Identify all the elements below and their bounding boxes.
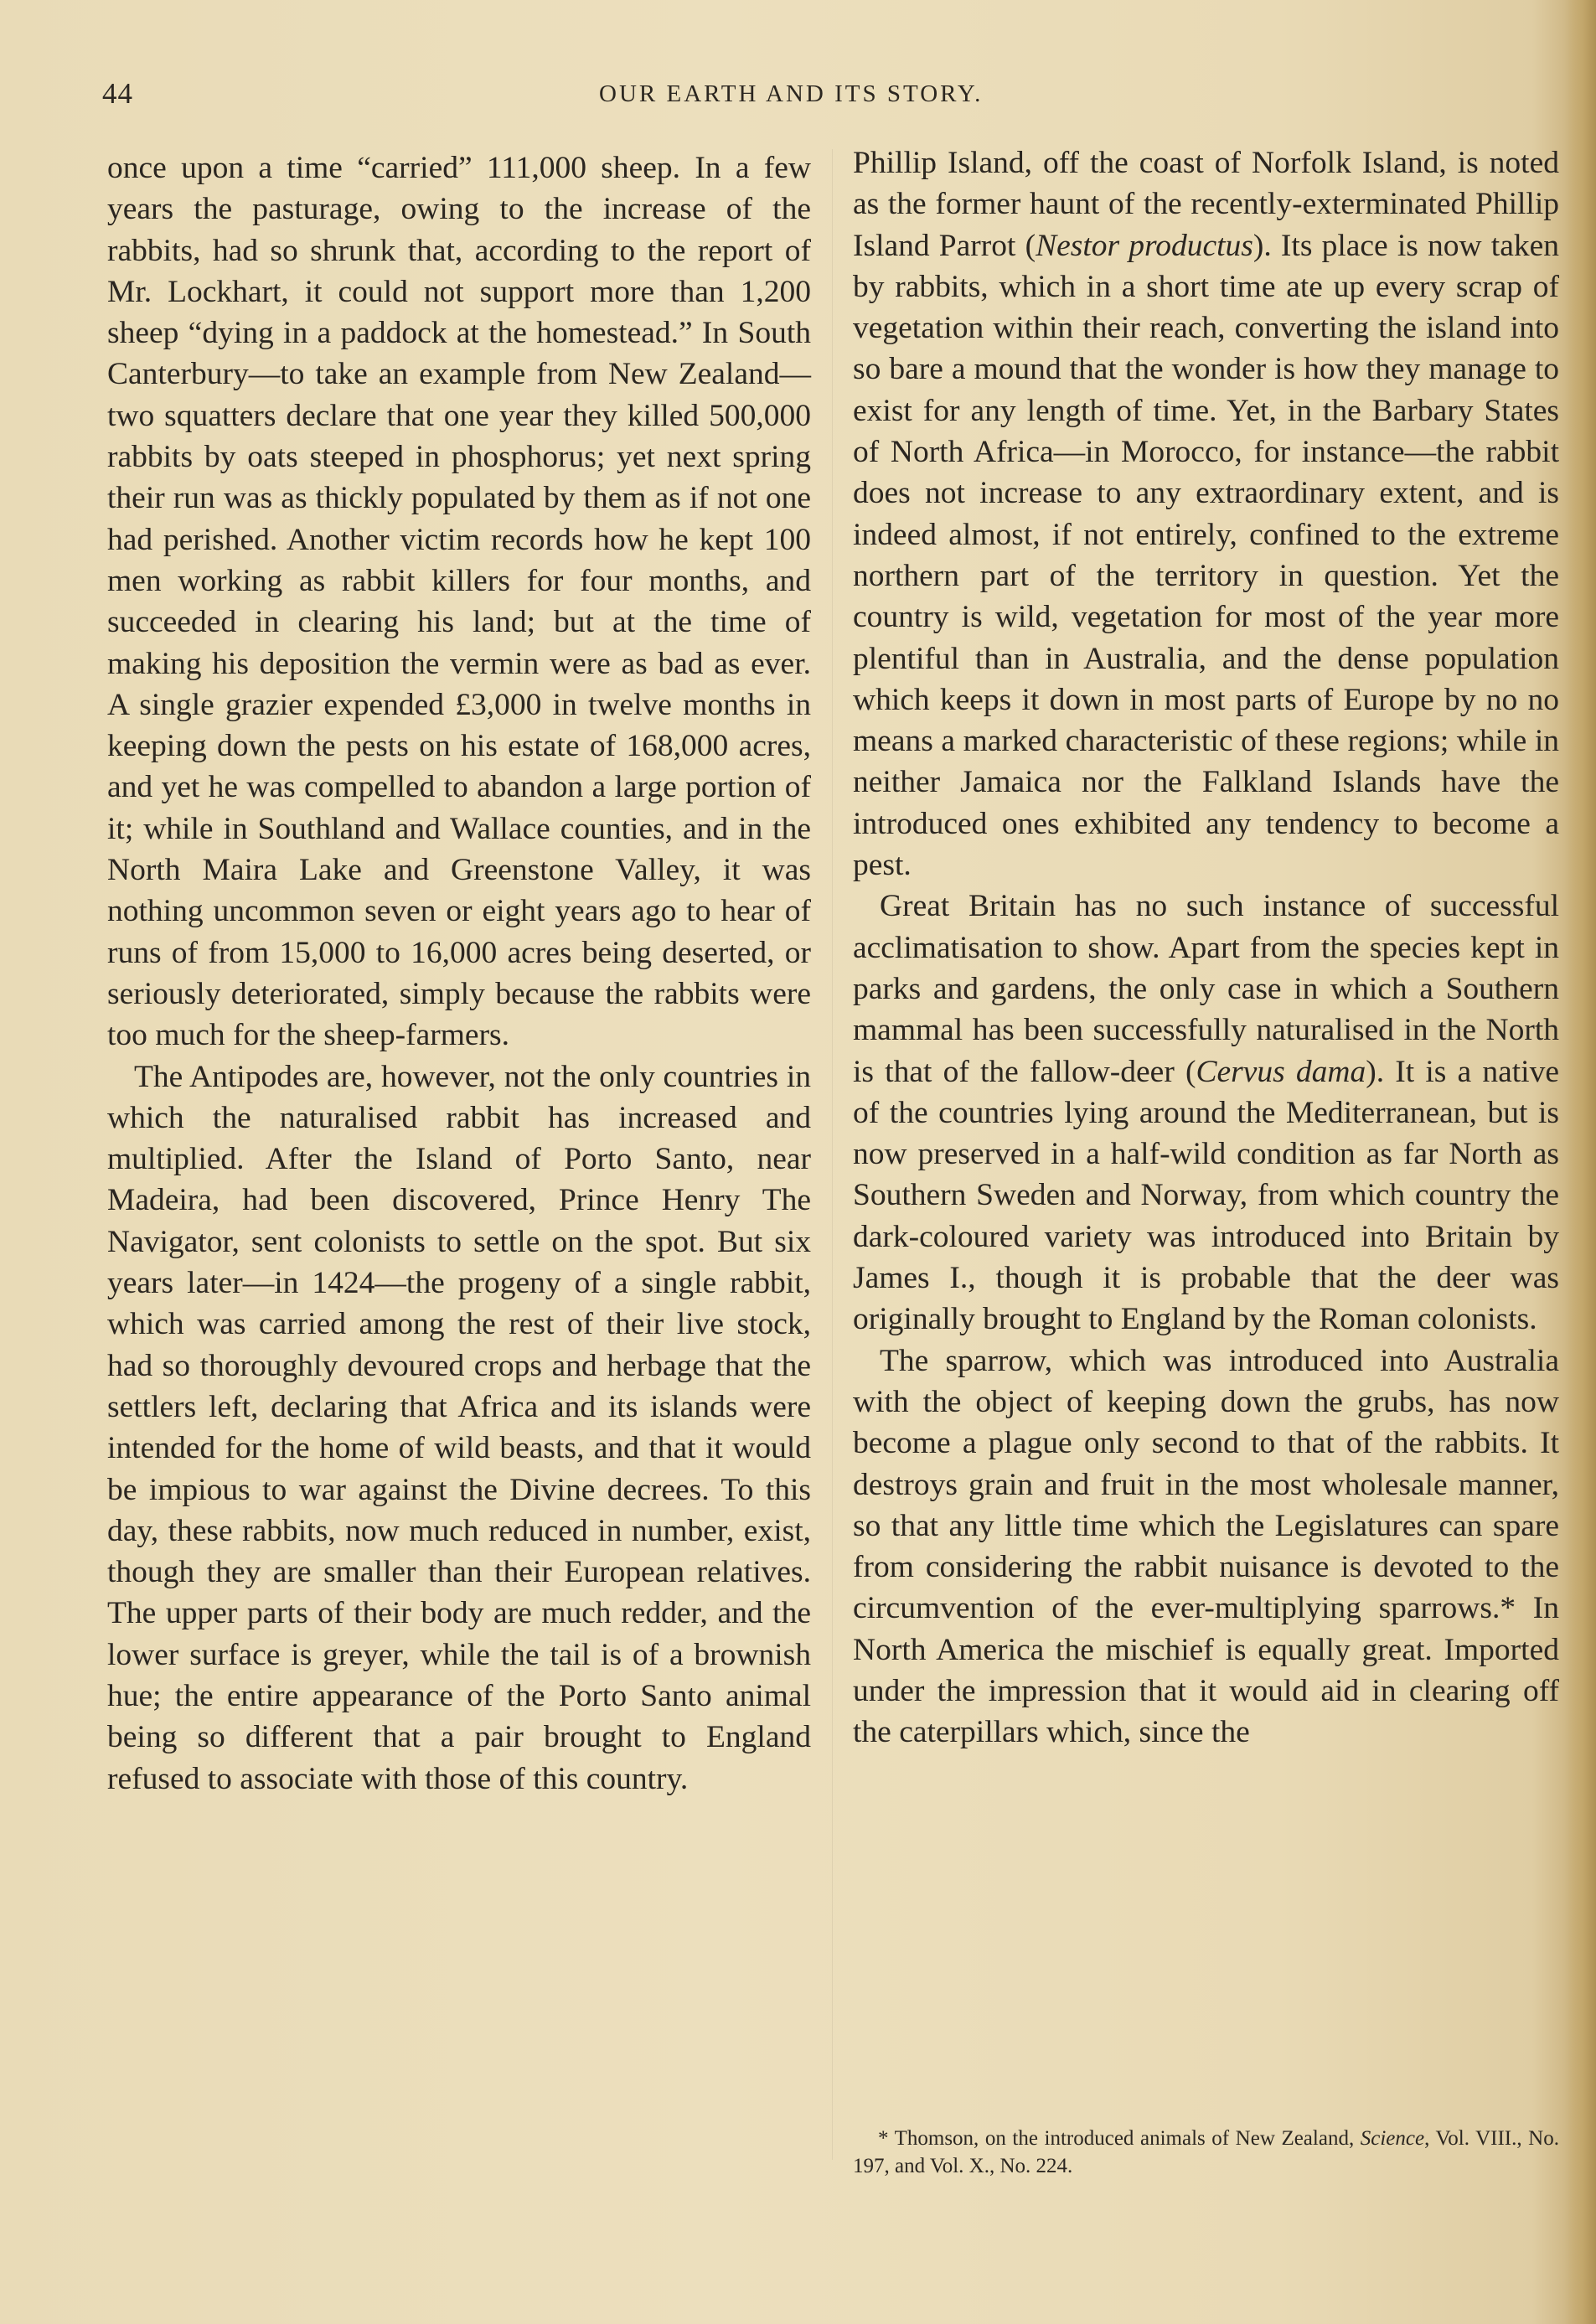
right-paragraph-1 — [853, 142, 1559, 886]
right-p2-text-a: Great Britain has no such instance of successful acclimatisation to show. Apart from the species kept in parks and gardens, the only case in which a Southern mammal has been successfully naturalised in the North is that of the fallow-deer ( — [853, 889, 1559, 1089]
left-column — [107, 147, 811, 1800]
right-paragraph-2 — [853, 886, 1559, 1340]
footnote-text-b: , Vol. VIII., No. 197, and Vol. X., No. 224. — [853, 2127, 1559, 2177]
species-name-nestor: Nestor productus — [1036, 228, 1253, 263]
footnote-text-a: * Thomson, on the introduced animals of New Zealand, — [878, 2127, 1361, 2150]
footnote-journal: Science — [1360, 2127, 1425, 2150]
right-p1-text-a: Phillip Island, off the coast of Norfolk Island, is noted as the former haunt of the recently-exterminated Phillip Island Parrot ( — [853, 146, 1559, 263]
right-paragraph-3: The sparrow, which was introduced into Australia with the object of keeping down the grubs, has now become a plague only second to that of the rabbits. It destroys grain and fruit in the most wholesale manner, so that any little time which the Legislatures can spare from considering the rabbit nuisance is devoted to the circumvention of the ever-multiplying sparrows.* In North America the mischief is equally great. Imported under the impression that it would aid in clearing off the caterpillars which, since the — [853, 1343, 1559, 1750]
species-name-cervus: Cervus dama — [1196, 1054, 1366, 1089]
right-p1-text-b: ). Its place is now taken by rabbits, which in a short time ate up every scrap of vegetation within their reach, converting the island into so bare a mound that the wonder is how they manage to exist for any length of time. Yet, in the Barbary States of North Africa—in Morocco, for instance—the rabbit does not increase to any extraordinary extent, and is indeed almost, if not entirely, confined to the extreme northern part of the territory in question. Yet the country is wild, vegetation for most of the year more plentiful than in Australia, and the dense population which keeps it down in most parts of Europe by no no means a marked characteristic of these regions; while in neither Jamaica nor the Falkland Islands have the introduced ones exhibited any tendency to become a pest. — [853, 228, 1560, 883]
left-paragraph-1: once upon a time “carried” 111,000 sheep. In a few years the pasturage, owing to the increase of the rabbits, had so shrunk that, according to the report of Mr. Lockhart, it could not support more than 1,200 sheep “dying in a paddock at the homestead.” In South Canterbury—to take an example from New Zealand—two squatters declare that one year they killed 500,000 rabbits by oats steeped in phosphorus; yet next spring their run was as thickly populated by them as if not one had perished. Another victim records how he kept 100 men working as rabbit killers for four months, and succeeded in clearing his land; but at the time of making his deposition the vermin were as bad as ever. A single grazier expended £3,000 in twelve months in keeping down the pests on his estate of 168,000 acres, and yet he was compelled to abandon a large portion of it; while in Southland and Wallace counties, and in the North Maira Lake and Greenstone Valley, it was nothing uncommon seven or eight years ago to hear of runs of from 15,000 to 16,000 acres being deserted, or seriously deteriorated, simply because the rabbits were too much for the sheep-farmers. — [107, 151, 811, 1053]
left-paragraph-2: The Antipodes are, however, not the only countries in which the naturalised rabbit has increased and multiplied. After the Island of Porto Santo, near Madeira, had been discovered, Prince Henry The Navigator, sent colonists to settle on the spot. But six years later—in 1424—the progeny of a single rabbit, which was carried among the rest of their live stock, had so thoroughly devoured crops and herbage that the settlers left, declaring that Africa and its islands were intended for the home of wild beasts, and that it would be impious to war against the Divine decrees. To this day, these rabbits, now much reduced in number, exist, though they are smaller than their European relatives. The upper parts of their body are much redder, and the lower surface is greyer, while the tail is of a brownish hue; the entire appearance of the Porto Santo animal being so different that a pair brought to England refused to associate with those of this country. — [107, 1059, 811, 1796]
running-title: OUR EARTH AND ITS STORY. — [599, 80, 984, 107]
page-header — [102, 77, 1552, 119]
column-gutter — [832, 149, 833, 2160]
right-p2-text-b: ). It is a native of the countries lying around the Mediterranean, but is now preserved in a half-wild condition as far North as Southern Sweden and Norway, from which country the dark-coloured variety was introduced into Britain by James I., though it is probable that the deer was originally brought to England by the Roman colonists. — [853, 1054, 1559, 1337]
footnote — [853, 2125, 1559, 2180]
page-number: 44 — [102, 77, 133, 110]
right-column — [853, 142, 1559, 1753]
page-edge-shadow — [1564, 0, 1596, 2324]
